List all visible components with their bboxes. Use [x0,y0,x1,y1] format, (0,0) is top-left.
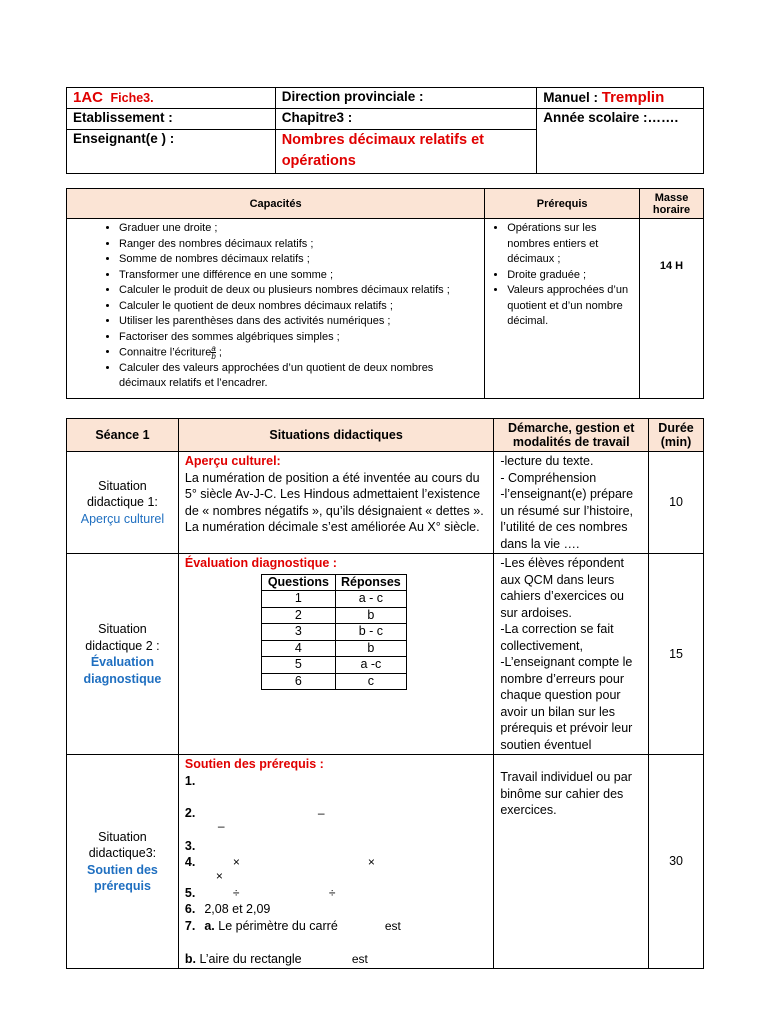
masse-horaire: 14 H [640,219,704,399]
capacites-table [66,188,704,399]
situation-3-content [178,755,493,969]
situation-3: Situation didactique3: Soutien des prérequis [67,755,179,969]
demarche-1: -lecture du texte. - Compréhension -l’enseignant(e) prépare un résumé sur l’histoire, l’utilité de ces nombres dans la vie …. [494,452,649,554]
header-situations: Situations didactiques [178,419,493,452]
situation-2: Situation didactique 2 : Évaluation diagnostique [67,554,179,755]
enseignant: Enseignant(e ) : [67,130,276,174]
header-duree: Durée (min) [649,419,704,452]
qa-table [261,574,407,691]
situation-2-content [178,554,493,755]
level-cell [67,88,276,109]
capacites-list [71,221,480,392]
list-item: • Calculer le produit de deux ou plusieurs nombres décimaux relatifs ; [119,283,480,299]
situation-1: Situation didactique 1: Aperçu culturel [67,452,179,554]
chapter-title: Nombres décimaux relatifs et opérations [275,130,537,174]
header-capacites: Capacités [67,189,485,219]
annee: Année scolaire :……. [537,109,704,174]
table-row: 2 b [261,607,406,624]
list-item: • Transformer une différence en une somme ; [119,268,480,284]
manuel-label: Manuel : [543,90,598,105]
soutien-list [185,773,487,968]
chapitre: Chapitre3 : [275,109,537,130]
list-item: • Opérations sur les nombres entiers et décimaux ; [507,221,635,268]
seance-table [66,418,704,969]
table-row: 1 a - c [261,591,406,608]
duree-2: 15 [649,554,704,755]
fiche: Fiche3. [110,91,154,105]
demarche-3: Travail individuel ou par binôme sur cahier des exercices. [494,755,649,969]
situation-1-content [178,452,493,554]
list-item: • Somme de nombres décimaux relatifs ; [119,252,480,268]
culture-text: La numération de position a été inventée au cours du 5° siècle Av-J-C. Les Hindous admettaient l’existence de « nombres négatifs », qu’ils désignaient « dettes ». La numération décimale s’est améliorée Au X° siècle. [184,470,484,534]
qa-header-reponses: Réponses [335,574,406,591]
header-demarche: Démarche, gestion et modalités de travail [494,419,649,452]
prerequis-list [489,221,635,330]
list-item: • Valeurs approchées d’un quotient et d’un nombre décimal. [507,283,635,330]
duree-3: 30 [649,755,704,969]
list-item: • Calculer des valeurs approchées d’un quotient de deux nombres décimaux relatifs et l’encadrer. [119,361,480,392]
table-row: 3 b - c [261,624,406,641]
list-item: × [215,868,223,883]
table-row: 5 a -c [261,657,406,674]
level: 1AC [73,89,104,106]
list-item-ecriture: • Connaitre l’écriture $\frac{a}{b}$ ; [119,345,480,361]
qa-header-questions: Questions [261,574,335,591]
list-item: b. L’aire du rectangle est [184,951,368,966]
list-item: 7. a. Le périmètre du carré est [184,919,401,934]
list-item: • Droite graduée ; [507,268,635,284]
list-item: 6. 2,08 et 2,09 [184,902,271,917]
prerequis-cell [485,219,640,399]
list-item: 2. – [184,806,325,821]
section-title: Évaluation diagnostique : [184,556,337,570]
list-item: – [217,818,225,833]
section-title: Aperçu culturel: [184,454,281,468]
list-item: 5. ÷ ÷ [184,885,336,900]
direction: Direction provinciale : [275,88,537,109]
list-item: 1. [184,773,196,788]
header-seance: Séance 1 [67,419,179,452]
list-item: • Calculer le quotient de deux nombres décimaux relatifs ; [119,299,480,315]
header-table [66,87,704,174]
etablissement: Etablissement : [67,109,276,130]
header-masse: Masse horaire [640,189,704,219]
list-item: • Utiliser les parenthèses dans des activités numériques ; [119,314,480,330]
table-row: 4 b [261,640,406,657]
list-item: • Ranger des nombres décimaux relatifs ; [119,237,480,253]
duree-1: 10 [649,452,704,554]
list-item: • Graduer une droite ; [119,221,480,237]
table-row: 6 c [261,673,406,690]
capacites-list-cell [67,219,485,399]
manuel-value: Tremplin [601,89,665,106]
manuel-cell [537,88,704,109]
demarche-2: -Les élèves répondent aux QCM dans leurs cahiers d’exercices ou sur ardoises. -La correction se fait collectivement, -L’enseignant compte le nombre d’erreurs pour chaque question pour avoir un bilan sur les prérequis et prévoir leur soutien éventuel [494,554,649,755]
list-item: 3. [184,838,196,853]
header-prerequis: Prérequis [485,189,640,219]
fraction: $\frac{a}{b}$ [211,344,216,361]
section-title: Soutien des prérequis : [184,757,324,771]
list-item: • Factoriser des sommes algébriques simples ; [119,330,480,346]
list-item: 4. × × [184,855,375,870]
